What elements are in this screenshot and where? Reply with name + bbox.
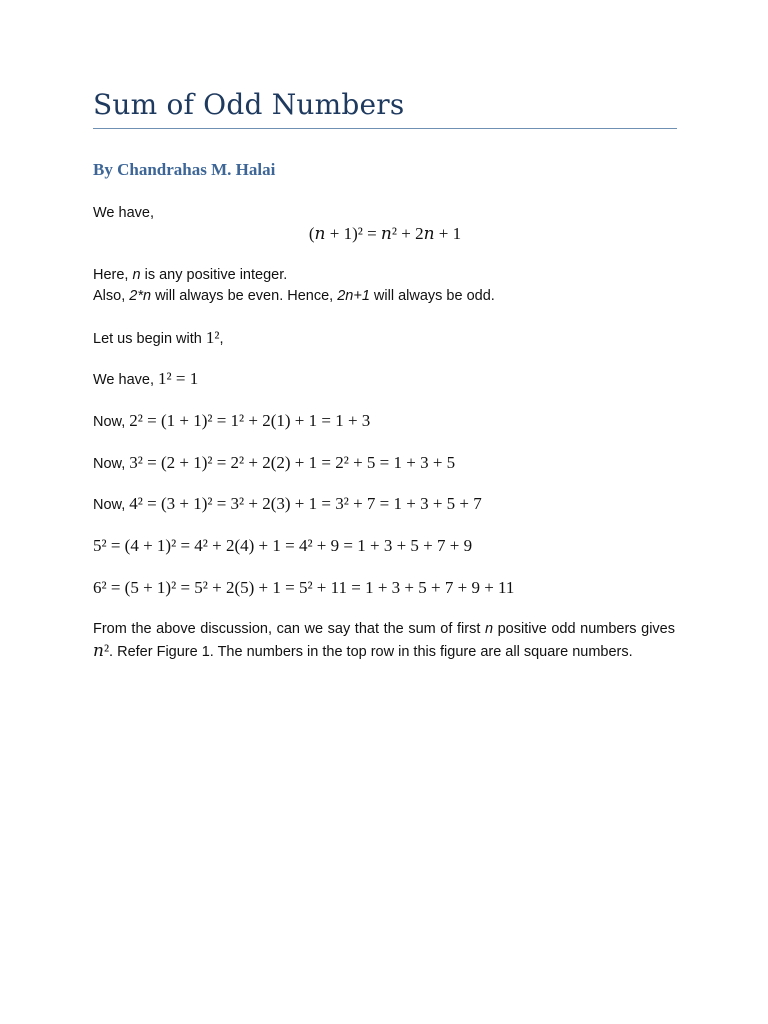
begin-math: 1² — [205, 328, 220, 347]
equation-line-1 — [93, 369, 198, 389]
eq5-math: 5² = (4 + 1)² = 4² + 2(4) + 1 = 4² + 9 = 1 + 3 + 5 + 7 + 9 — [93, 536, 473, 555]
equation-line-3 — [93, 453, 455, 473]
also-text-a: Also, — [93, 288, 130, 304]
eq2-math: 2² = (1 + 1)² = 1² + 2(1) + 1 = 1 + 3 — [129, 411, 371, 430]
conclusion-text-a: From the above discussion, can we say that the sum of first — [93, 621, 485, 637]
conclusion-var-n: n — [484, 621, 494, 637]
eq4-math: 4² = (3 + 1)² = 3² + 2(3) + 1 = 3² + 7 = 1 + 3 + 5 + 7 — [129, 494, 482, 513]
eq3-prefix: Now, — [93, 456, 130, 472]
eq4-prefix: Now, — [93, 497, 130, 513]
eq1-prefix: We have, — [93, 372, 159, 388]
author-byline: By Chandrahas M. Halai — [93, 160, 276, 179]
here-var-n: n — [132, 267, 141, 283]
also-text-c: will always be odd. — [369, 288, 495, 304]
equation-line-6 — [93, 578, 514, 598]
begin-comma: , — [219, 331, 224, 347]
also-term-2n1: 2n+1 — [337, 288, 370, 304]
intro-we-have: We have, — [93, 205, 154, 221]
eq1-math: 1² = 1 — [158, 369, 199, 388]
also-line — [93, 286, 495, 307]
equation-line-5 — [93, 536, 472, 556]
eq2-prefix: Now, — [93, 414, 130, 430]
title-underline — [93, 128, 677, 129]
eq6-math: 6² = (5 + 1)² = 5² + 2(5) + 1 = 5² + 11 = 1 + 3 + 5 + 7 + 9 + 11 — [93, 578, 515, 597]
conclusion-text-b: positive odd numbers gives — [493, 621, 675, 637]
identity-equation: (𝑛 + 1)² = 𝑛² + 2𝑛 + 1 — [308, 224, 462, 243]
document-title: Sum of Odd Numbers — [93, 88, 405, 121]
equation-line-2 — [93, 411, 370, 431]
conclusion-paragraph — [93, 619, 675, 663]
begin-line — [93, 327, 224, 350]
equation-line-4 — [93, 494, 482, 514]
begin-text: Let us begin with — [93, 331, 206, 347]
here-text-b: is any positive integer. — [140, 267, 288, 283]
conclusion-text-c: . Refer Figure 1. The numbers in the top row in this figure are all square numbers. — [109, 644, 633, 660]
also-term-2n: 2*n — [129, 288, 152, 304]
here-text-a: Here, — [93, 267, 133, 283]
here-line — [93, 265, 287, 286]
also-text-b: will always be even. Hence, — [151, 288, 338, 304]
eq3-math: 3² = (2 + 1)² = 2² + 2(2) + 1 = 2² + 5 = 1 + 3 + 5 — [129, 453, 456, 472]
conclusion-math: 𝑛² — [93, 641, 110, 660]
